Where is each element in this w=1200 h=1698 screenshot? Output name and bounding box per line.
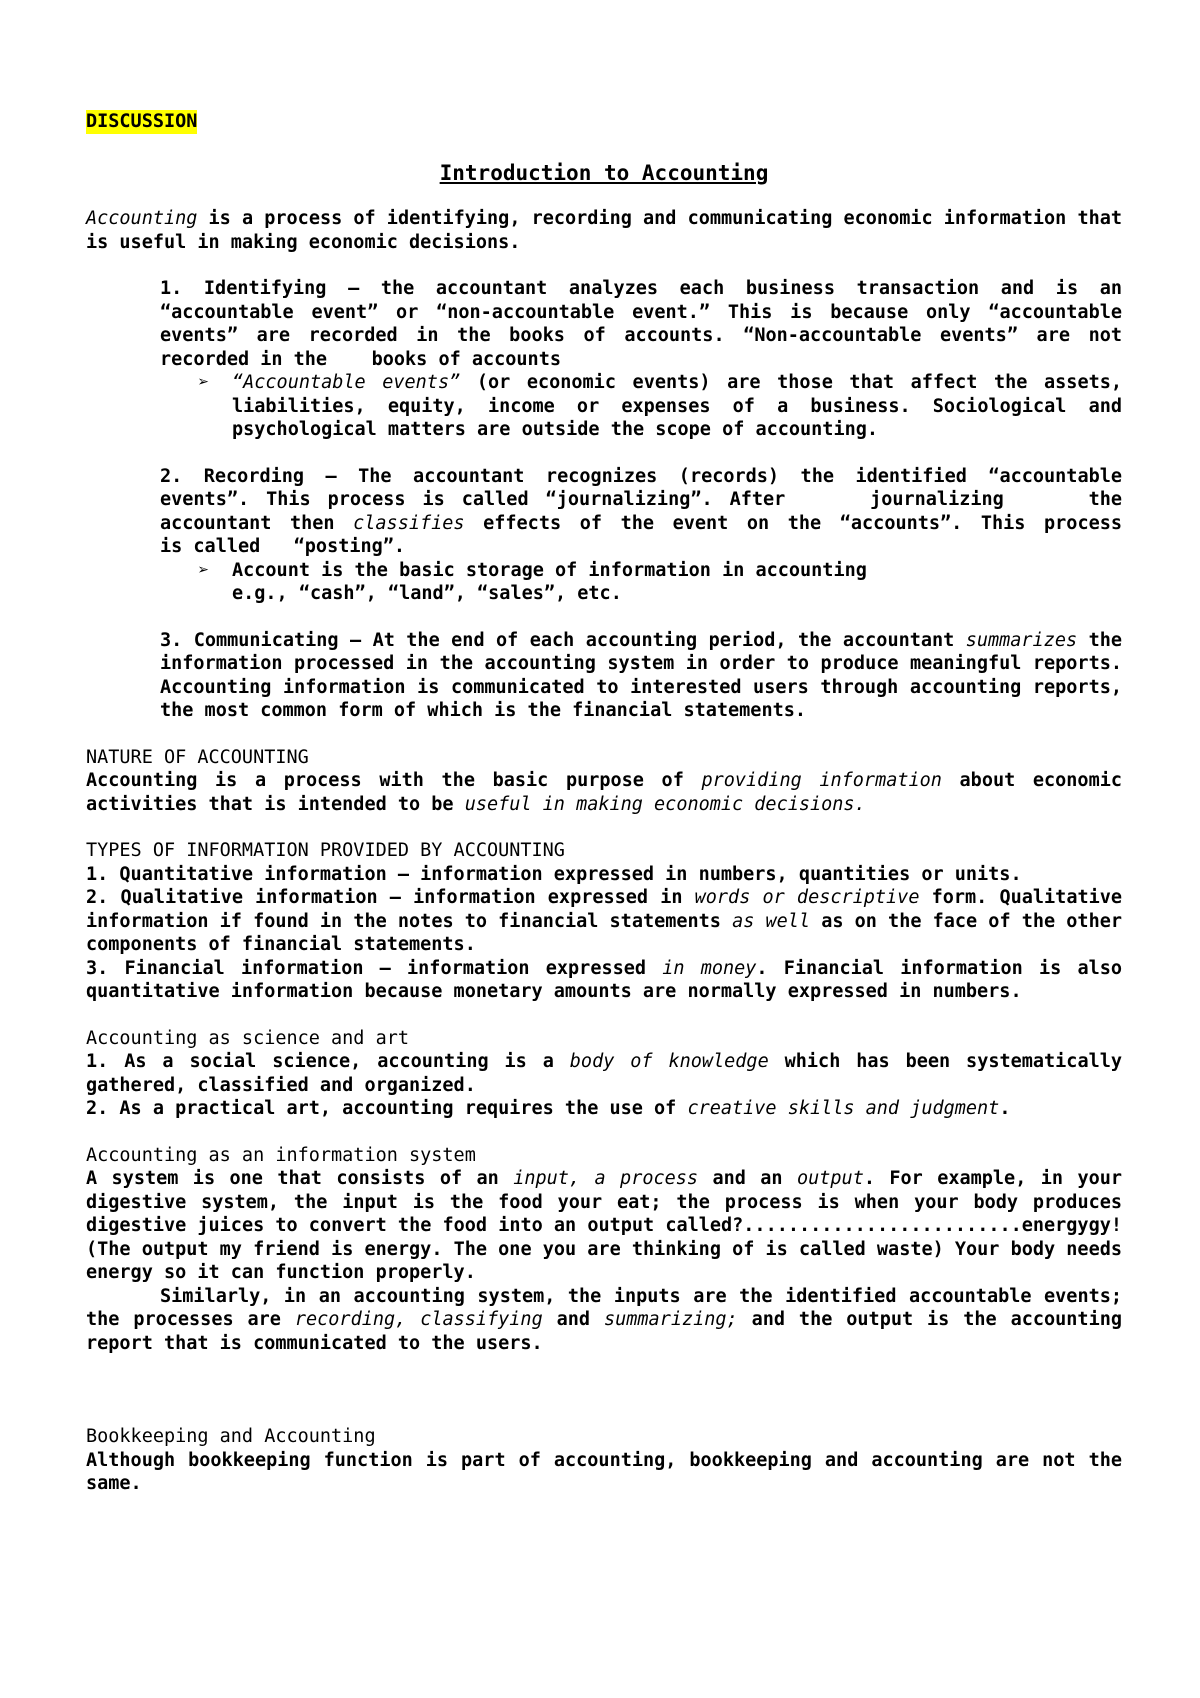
bullet-text: (or economic events) are those that affect the assets, liabilities, equity, income or expenses of a business. Sociological and psychological matters are outside the scope of accounting.: [232, 372, 1122, 440]
recording-line-3b: effects of the event on the “accounts”. This process: [464, 512, 1122, 534]
intro-term: Accounting: [86, 208, 198, 229]
types-section: [86, 839, 1122, 1004]
info-p2-italic-1: recording, classifying: [294, 1309, 543, 1330]
types-item-3-italic: in money: [662, 957, 757, 979]
communicating-text-1: 3. Communicating – At the end of each accounting period, the accountant: [160, 629, 966, 651]
info-system-paragraph-1: [86, 1167, 1122, 1285]
bullet-line-1: Account is the basic storage of information in accounting: [232, 559, 867, 581]
info-text-2: and an: [698, 1168, 797, 1189]
science-art-section: [86, 1027, 1122, 1121]
types-item-3-text-2: . Financial information is also quantitative information because monetary amounts are normally expressed in numbers.: [86, 957, 1123, 1002]
identifying-line-4: recorded in the books of accounts: [160, 348, 561, 370]
nature-text-1: Accounting is a process with the basic purpose of: [86, 770, 702, 791]
identifying-line-1: 1. Identifying – the accountant analyzes each business transaction and is an: [160, 278, 1122, 299]
info-p2-text-2: and: [542, 1309, 604, 1330]
highlighted-label: DISCUSSION: [86, 111, 198, 132]
nature-text-2: about economic activities that is intended to be: [86, 770, 1122, 815]
step-communicating: [86, 629, 1122, 723]
recording-line-3: [86, 512, 1122, 536]
classifies-term: classifies: [353, 512, 465, 534]
nature-italic-2: useful in making economic decisions.: [464, 793, 866, 815]
types-item-3: [86, 957, 1122, 1004]
bookkeeping-paragraph: Although bookkeeping function is part of accounting, bookkeeping and accounting are not the same.: [86, 1449, 1122, 1494]
types-item-2-text-1: 2. Qualitative information – information expressed in: [86, 887, 695, 908]
identifying-bullet: [86, 371, 1122, 442]
types-item-2-text-2: form. Qualitative information if found in the notes to financial statements: [86, 887, 1123, 932]
science-italic: body of knowledge: [569, 1051, 769, 1072]
nature-section: [86, 746, 1122, 817]
document-page: [86, 110, 1122, 1496]
communicating-text-2: the information processed in the accounting system in order to produce meaningful reports. Accounting information is communicated to interested users through accounting reports, the most common form of which is the financial statements.: [160, 629, 1122, 721]
summarizes-term: summarizes: [965, 629, 1078, 651]
nature-heading: NATURE OF ACCOUNTING: [86, 746, 309, 768]
intro-text: is a process of identifying, recording and communicating economic information that is useful in making economic decisions.: [86, 208, 1122, 253]
recording-line-2: events”. This process is called “journalizing”. After journalizing the: [160, 489, 1122, 510]
info-text-1: A system is one that consists of an: [86, 1168, 514, 1189]
info-p2-text-3: and the output is the accounting report that is communicated to the users.: [86, 1309, 1122, 1354]
info-italic-2: output: [797, 1168, 864, 1189]
nature-italic-1: providing information: [701, 770, 942, 791]
arrow-bullet-icon: ➢: [198, 372, 210, 393]
info-p2-italic-2: summarizing;: [604, 1309, 738, 1330]
recording-line-4: is called “posting”.: [160, 536, 406, 557]
info-p2-text-1: Similarly, in an accounting system, the inputs are the identified accountable events; the processes are: [86, 1285, 1122, 1330]
info-system-paragraph-2: [86, 1285, 1122, 1356]
identifying-line-3: events” are recorded in the books of accounts. “Non-accountable events” are not: [160, 325, 1122, 346]
recording-line-1: 2. Recording – The accountant recognizes (records) the identified “accountable: [160, 465, 1122, 487]
intro-paragraph: [86, 207, 1122, 254]
science-text-1: 1. As a social science, accounting is a: [86, 1051, 570, 1072]
info-text-3: . For example, in your digestive system, the input is the food your eat; the process is when your body produces digestive juices to convert the food into an output called?.........................energygy! (The output my friend is energy. The one you are thinking of is called waste) Your body needs energy so it can function properly.: [86, 1168, 1122, 1283]
types-item-2-text-3: as on the face of the other components of financial statements.: [86, 910, 1122, 955]
bookkeeping-section: [86, 1425, 1122, 1496]
bullet-line-2: e.g., “cash”, “land”, “sales”, etc.: [232, 583, 622, 604]
nature-paragraph: [86, 769, 1122, 816]
recording-line-3a: accountant then: [160, 512, 354, 534]
info-italic-1: input, a process: [513, 1168, 699, 1189]
discussion-tag: [86, 110, 1122, 134]
step-identifying: [86, 277, 1122, 442]
types-item-1: 1. Quantitative information – information expressed in numbers, quantities or units.: [86, 863, 1022, 885]
science-art-heading: Accounting as science and art: [86, 1027, 410, 1049]
science-text-2: which has been systematically gathered, classified and organized.: [86, 1051, 1122, 1096]
spacer: [86, 1355, 1122, 1425]
info-system-section: [86, 1144, 1122, 1356]
bullet-term: “Accountable events”: [232, 372, 461, 393]
art-text-1: 2. As a practical art, accounting requires the use of: [86, 1098, 688, 1119]
art-italic: creative skills and judgment: [687, 1098, 1000, 1119]
types-item-2-italic-1: words or descriptive: [694, 887, 920, 908]
bookkeeping-heading: Bookkeeping and Accounting: [86, 1426, 376, 1447]
science-art-item-1: [86, 1050, 1122, 1097]
info-system-heading: Accounting as an information system: [86, 1144, 476, 1166]
types-item-2: [86, 886, 1122, 957]
science-art-item-2: [86, 1097, 1122, 1121]
types-heading: TYPES OF INFORMATION PROVIDED BY ACCOUNTING: [86, 840, 565, 861]
page-title: Introduction to Accounting: [439, 160, 769, 185]
arrow-bullet-icon: ➢: [198, 559, 210, 581]
types-item-2-italic-2: as well: [732, 910, 811, 932]
recording-bullet: [86, 559, 1122, 606]
identifying-line-2: “accountable event” or “non-accountable event.” This is because only “accountable: [160, 301, 1122, 323]
types-item-3-text-1: 3. Financial information – information expressed: [86, 957, 663, 979]
art-text-2: .: [999, 1098, 1011, 1119]
step-recording: [86, 465, 1122, 606]
